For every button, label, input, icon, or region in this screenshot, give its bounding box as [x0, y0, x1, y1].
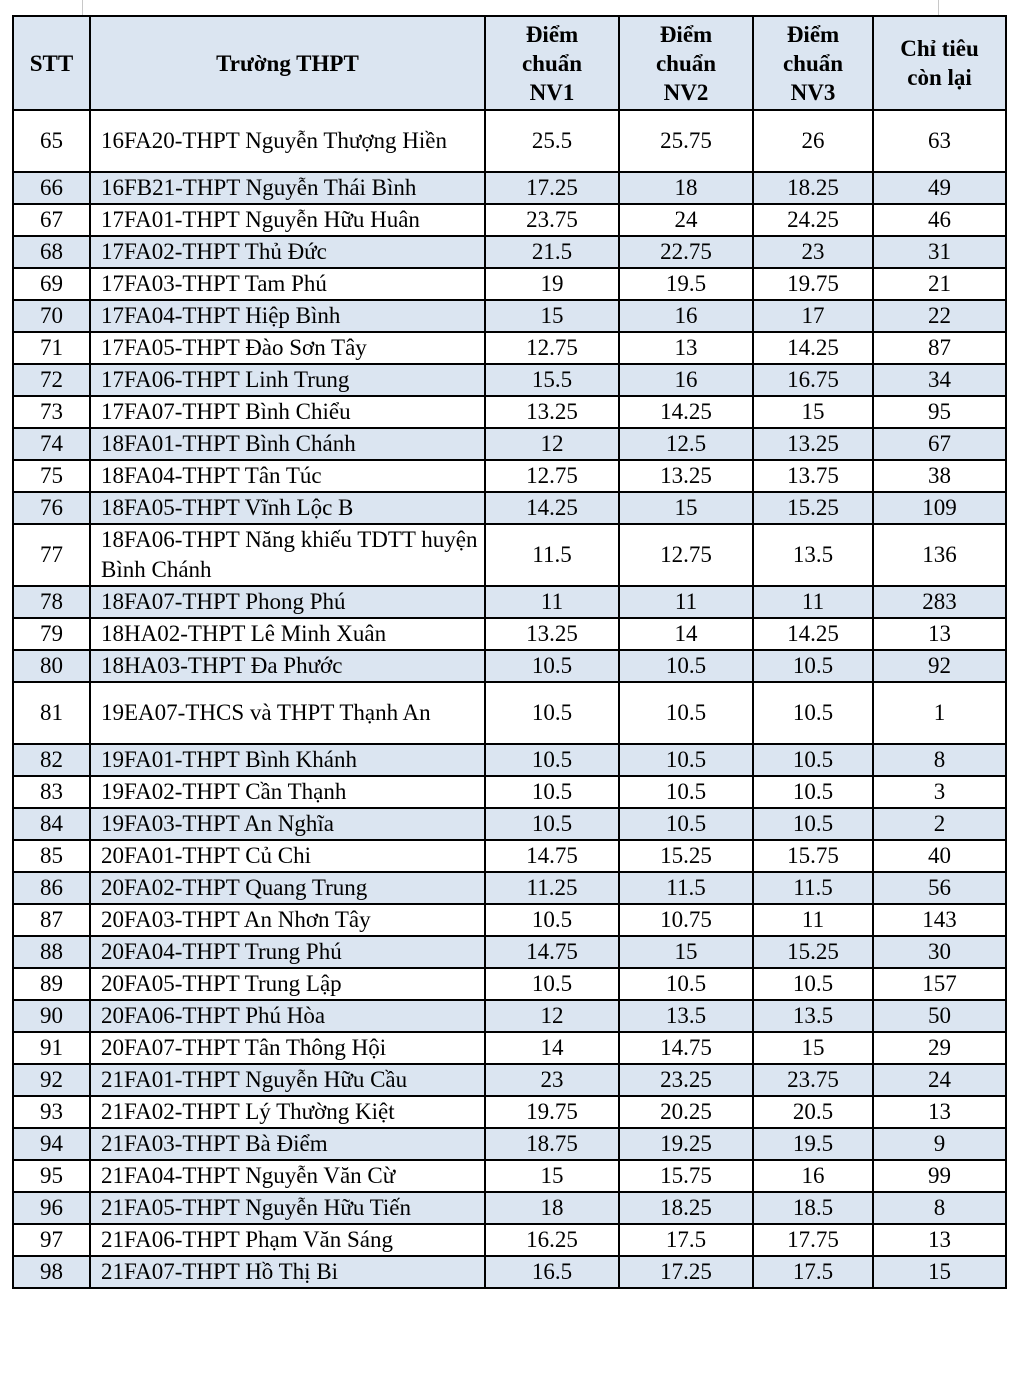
- cell-stt: 86: [13, 872, 90, 904]
- cell-nv2: 10.5: [619, 808, 753, 840]
- cell-nv1: 25.5: [485, 110, 619, 172]
- cell-school: 17FA03-THPT Tam Phú: [90, 268, 485, 300]
- cell-quota: 21: [873, 268, 1006, 300]
- cell-school: 19FA01-THPT Bình Khánh: [90, 744, 485, 776]
- table-row: [13, 1032, 1006, 1064]
- cell-stt: 97: [13, 1224, 90, 1256]
- cell-nv3: 11: [753, 586, 873, 618]
- cell-school: 18FA01-THPT Bình Chánh: [90, 428, 485, 460]
- table-row: [13, 1096, 1006, 1128]
- table-row: [13, 268, 1006, 300]
- header-quota: Chỉ tiêu còn lại: [873, 16, 1006, 110]
- cell-nv2: 25.75: [619, 110, 753, 172]
- table-row: [13, 236, 1006, 268]
- cell-nv3: 14.25: [753, 618, 873, 650]
- cell-quota: 29: [873, 1032, 1006, 1064]
- cell-quota: 283: [873, 586, 1006, 618]
- cell-nv1: 18.75: [485, 1128, 619, 1160]
- cell-nv1: 23.75: [485, 204, 619, 236]
- cell-stt: 91: [13, 1032, 90, 1064]
- cell-quota: 24: [873, 1064, 1006, 1096]
- cell-stt: 85: [13, 840, 90, 872]
- cell-nv1: 15.5: [485, 364, 619, 396]
- page-margin-line-left: [82, 0, 83, 16]
- cell-school: 17FA05-THPT Đào Sơn Tây: [90, 332, 485, 364]
- cell-nv2: 12.5: [619, 428, 753, 460]
- cell-nv3: 15: [753, 1032, 873, 1064]
- cell-stt: 76: [13, 492, 90, 524]
- cell-stt: 89: [13, 968, 90, 1000]
- cell-nv1: 16.25: [485, 1224, 619, 1256]
- cell-nv3: 24.25: [753, 204, 873, 236]
- table-row: [13, 1192, 1006, 1224]
- cell-school: 21FA07-THPT Hồ Thị Bi: [90, 1256, 485, 1288]
- cell-nv3: 18.25: [753, 172, 873, 204]
- cell-nv3: 18.5: [753, 1192, 873, 1224]
- cell-nv3: 19.5: [753, 1128, 873, 1160]
- cell-quota: 15: [873, 1256, 1006, 1288]
- cell-nv2: 17.25: [619, 1256, 753, 1288]
- table-row: [13, 204, 1006, 236]
- cell-school: 18HA02-THPT Lê Minh Xuân: [90, 618, 485, 650]
- cell-quota: 38: [873, 460, 1006, 492]
- cell-stt: 81: [13, 682, 90, 744]
- cell-quota: 30: [873, 936, 1006, 968]
- cell-school: 17FA04-THPT Hiệp Bình: [90, 300, 485, 332]
- table-row: [13, 840, 1006, 872]
- cell-stt: 87: [13, 904, 90, 936]
- cell-nv3: 17.75: [753, 1224, 873, 1256]
- cell-stt: 67: [13, 204, 90, 236]
- cell-school: 19FA03-THPT An Nghĩa: [90, 808, 485, 840]
- cell-school: 20FA03-THPT An Nhơn Tây: [90, 904, 485, 936]
- cell-school: 21FA05-THPT Nguyễn Hữu Tiến: [90, 1192, 485, 1224]
- cell-nv2: 13.5: [619, 1000, 753, 1032]
- table-body: [13, 110, 1006, 1288]
- cell-nv1: 10.5: [485, 744, 619, 776]
- cell-stt: 95: [13, 1160, 90, 1192]
- cell-nv2: 19.25: [619, 1128, 753, 1160]
- cell-school: 21FA01-THPT Nguyễn Hữu Cầu: [90, 1064, 485, 1096]
- cell-nv2: 13: [619, 332, 753, 364]
- table-row: [13, 744, 1006, 776]
- cell-nv3: 15.25: [753, 936, 873, 968]
- cell-nv2: 17.5: [619, 1224, 753, 1256]
- cell-nv1: 18: [485, 1192, 619, 1224]
- cell-stt: 79: [13, 618, 90, 650]
- cell-nv1: 12.75: [485, 332, 619, 364]
- cell-nv3: 20.5: [753, 1096, 873, 1128]
- cell-stt: 68: [13, 236, 90, 268]
- cell-quota: 8: [873, 1192, 1006, 1224]
- cell-nv1: 12.75: [485, 460, 619, 492]
- cell-nv2: 11.5: [619, 872, 753, 904]
- cell-nv1: 23: [485, 1064, 619, 1096]
- cell-nv1: 10.5: [485, 808, 619, 840]
- cell-school: 18FA06-THPT Năng khiếu TDTT huyện Bình Chánh: [90, 524, 485, 586]
- cell-school: 16FB21-THPT Nguyễn Thái Bình: [90, 172, 485, 204]
- cell-nv1: 15: [485, 1160, 619, 1192]
- cell-nv2: 24: [619, 204, 753, 236]
- cell-nv2: 10.5: [619, 682, 753, 744]
- cell-school: 20FA05-THPT Trung Lập: [90, 968, 485, 1000]
- cell-nv3: 10.5: [753, 650, 873, 682]
- cell-nv1: 13.25: [485, 396, 619, 428]
- cell-nv3: 26: [753, 110, 873, 172]
- cell-stt: 80: [13, 650, 90, 682]
- table-row: [13, 172, 1006, 204]
- cell-quota: 40: [873, 840, 1006, 872]
- cell-nv1: 12: [485, 428, 619, 460]
- cell-quota: 49: [873, 172, 1006, 204]
- cell-nv2: 19.5: [619, 268, 753, 300]
- cell-quota: 46: [873, 204, 1006, 236]
- cell-school: 16FA20-THPT Nguyễn Thượng Hiền: [90, 110, 485, 172]
- cell-stt: 94: [13, 1128, 90, 1160]
- cell-school: 20FA02-THPT Quang Trung: [90, 872, 485, 904]
- cell-school: 18HA03-THPT Đa Phước: [90, 650, 485, 682]
- cell-nv1: 15: [485, 300, 619, 332]
- cell-nv1: 11.25: [485, 872, 619, 904]
- header-nv1: Điểm chuẩn NV1: [485, 16, 619, 110]
- cell-quota: 63: [873, 110, 1006, 172]
- cell-nv1: 14.75: [485, 840, 619, 872]
- cell-stt: 70: [13, 300, 90, 332]
- cell-nv1: 14.25: [485, 492, 619, 524]
- cell-nv1: 16.5: [485, 1256, 619, 1288]
- cell-school: 18FA04-THPT Tân Túc: [90, 460, 485, 492]
- table-row: [13, 332, 1006, 364]
- cell-nv1: 10.5: [485, 904, 619, 936]
- cell-school: 19FA02-THPT Cần Thạnh: [90, 776, 485, 808]
- cell-nv1: 10.5: [485, 682, 619, 744]
- cell-nv1: 11.5: [485, 524, 619, 586]
- cell-school: 18FA05-THPT Vĩnh Lộc B: [90, 492, 485, 524]
- cell-stt: 84: [13, 808, 90, 840]
- cell-nv2: 10.5: [619, 744, 753, 776]
- cell-stt: 78: [13, 586, 90, 618]
- cell-stt: 66: [13, 172, 90, 204]
- cell-nv1: 19.75: [485, 1096, 619, 1128]
- table-row: [13, 1160, 1006, 1192]
- cell-nv2: 14.25: [619, 396, 753, 428]
- table-row: [13, 396, 1006, 428]
- cell-stt: 83: [13, 776, 90, 808]
- cell-school: 21FA06-THPT Phạm Văn Sáng: [90, 1224, 485, 1256]
- cell-nv1: 10.5: [485, 776, 619, 808]
- header-nv3: Điểm chuẩn NV3: [753, 16, 873, 110]
- cell-nv2: 10.75: [619, 904, 753, 936]
- cell-quota: 13: [873, 1096, 1006, 1128]
- cell-quota: 9: [873, 1128, 1006, 1160]
- cell-stt: 73: [13, 396, 90, 428]
- cell-nv2: 15.25: [619, 840, 753, 872]
- header-stt: STT: [13, 16, 90, 110]
- table-row: [13, 650, 1006, 682]
- cell-nv2: 14.75: [619, 1032, 753, 1064]
- table-row: [13, 618, 1006, 650]
- cell-stt: 98: [13, 1256, 90, 1288]
- cell-school: 19EA07-THCS và THPT Thạnh An: [90, 682, 485, 744]
- cell-nv3: 23: [753, 236, 873, 268]
- table-row: [13, 968, 1006, 1000]
- cell-nv2: 18: [619, 172, 753, 204]
- cell-school: 20FA01-THPT Củ Chi: [90, 840, 485, 872]
- admission-scores-table: [12, 15, 1007, 1289]
- cell-nv2: 12.75: [619, 524, 753, 586]
- cell-quota: 8: [873, 744, 1006, 776]
- cell-nv1: 14: [485, 1032, 619, 1064]
- table-row: [13, 110, 1006, 172]
- cell-nv2: 10.5: [619, 776, 753, 808]
- table-row: [13, 586, 1006, 618]
- cell-stt: 93: [13, 1096, 90, 1128]
- cell-quota: 13: [873, 1224, 1006, 1256]
- cell-nv2: 10.5: [619, 650, 753, 682]
- cell-nv1: 13.25: [485, 618, 619, 650]
- cell-nv1: 17.25: [485, 172, 619, 204]
- cell-nv2: 15.75: [619, 1160, 753, 1192]
- cell-stt: 72: [13, 364, 90, 396]
- table-row: [13, 1128, 1006, 1160]
- cell-nv3: 15: [753, 396, 873, 428]
- cell-quota: 92: [873, 650, 1006, 682]
- cell-nv1: 14.75: [485, 936, 619, 968]
- cell-nv3: 14.25: [753, 332, 873, 364]
- cell-nv2: 15: [619, 492, 753, 524]
- cell-nv2: 11: [619, 586, 753, 618]
- cell-nv2: 13.25: [619, 460, 753, 492]
- cell-nv3: 17.5: [753, 1256, 873, 1288]
- table-row: [13, 364, 1006, 396]
- cell-school: 20FA07-THPT Tân Thông Hội: [90, 1032, 485, 1064]
- cell-school: 21FA03-THPT Bà Điểm: [90, 1128, 485, 1160]
- cell-stt: 82: [13, 744, 90, 776]
- cell-nv3: 10.5: [753, 968, 873, 1000]
- cell-school: 20FA06-THPT Phú Hòa: [90, 1000, 485, 1032]
- cell-nv3: 10.5: [753, 744, 873, 776]
- cell-stt: 92: [13, 1064, 90, 1096]
- cell-nv1: 12: [485, 1000, 619, 1032]
- table-row: [13, 1000, 1006, 1032]
- table-row: [13, 524, 1006, 586]
- cell-quota: 143: [873, 904, 1006, 936]
- cell-nv2: 16: [619, 364, 753, 396]
- cell-nv2: 15: [619, 936, 753, 968]
- table-row: [13, 460, 1006, 492]
- cell-nv3: 19.75: [753, 268, 873, 300]
- cell-nv3: 15.75: [753, 840, 873, 872]
- cell-nv2: 16: [619, 300, 753, 332]
- cell-quota: 34: [873, 364, 1006, 396]
- cell-nv3: 15.25: [753, 492, 873, 524]
- cell-stt: 71: [13, 332, 90, 364]
- table-header-row: [13, 16, 1006, 110]
- cell-nv2: 23.25: [619, 1064, 753, 1096]
- cell-quota: 22: [873, 300, 1006, 332]
- cell-nv2: 20.25: [619, 1096, 753, 1128]
- cell-nv2: 22.75: [619, 236, 753, 268]
- cell-quota: 136: [873, 524, 1006, 586]
- cell-nv1: 19: [485, 268, 619, 300]
- table-row: [13, 1256, 1006, 1288]
- cell-quota: 1: [873, 682, 1006, 744]
- table-row: [13, 808, 1006, 840]
- cell-nv1: 10.5: [485, 650, 619, 682]
- cell-stt: 96: [13, 1192, 90, 1224]
- cell-quota: 3: [873, 776, 1006, 808]
- cell-nv2: 14: [619, 618, 753, 650]
- admission-scores-table-container: [12, 15, 1005, 1289]
- cell-nv3: 11: [753, 904, 873, 936]
- table-row: [13, 682, 1006, 744]
- table-row: [13, 1224, 1006, 1256]
- cell-quota: 2: [873, 808, 1006, 840]
- cell-nv3: 13.5: [753, 524, 873, 586]
- cell-nv3: 10.5: [753, 808, 873, 840]
- cell-nv3: 16.75: [753, 364, 873, 396]
- cell-quota: 13: [873, 618, 1006, 650]
- cell-nv3: 13.5: [753, 1000, 873, 1032]
- cell-stt: 90: [13, 1000, 90, 1032]
- cell-quota: 87: [873, 332, 1006, 364]
- cell-school: 17FA01-THPT Nguyễn Hữu Huân: [90, 204, 485, 236]
- cell-nv1: 21.5: [485, 236, 619, 268]
- cell-nv3: 23.75: [753, 1064, 873, 1096]
- cell-quota: 99: [873, 1160, 1006, 1192]
- table-row: [13, 492, 1006, 524]
- cell-school: 17FA06-THPT Linh Trung: [90, 364, 485, 396]
- cell-quota: 56: [873, 872, 1006, 904]
- cell-school: 21FA02-THPT Lý Thường Kiệt: [90, 1096, 485, 1128]
- page-margin-line-right: [938, 0, 939, 16]
- cell-quota: 109: [873, 492, 1006, 524]
- table-row: [13, 904, 1006, 936]
- table-row: [13, 872, 1006, 904]
- table-row: [13, 776, 1006, 808]
- cell-nv3: 10.5: [753, 776, 873, 808]
- cell-stt: 77: [13, 524, 90, 586]
- cell-stt: 74: [13, 428, 90, 460]
- cell-nv2: 18.25: [619, 1192, 753, 1224]
- cell-nv3: 13.75: [753, 460, 873, 492]
- table-row: [13, 936, 1006, 968]
- cell-nv3: 16: [753, 1160, 873, 1192]
- cell-nv1: 10.5: [485, 968, 619, 1000]
- cell-stt: 75: [13, 460, 90, 492]
- table-row: [13, 300, 1006, 332]
- cell-stt: 65: [13, 110, 90, 172]
- header-nv2: Điểm chuẩn NV2: [619, 16, 753, 110]
- cell-quota: 50: [873, 1000, 1006, 1032]
- header-school: Trường THPT: [90, 16, 485, 110]
- cell-school: 21FA04-THPT Nguyễn Văn Cừ: [90, 1160, 485, 1192]
- table-row: [13, 1064, 1006, 1096]
- cell-nv1: 11: [485, 586, 619, 618]
- cell-nv3: 17: [753, 300, 873, 332]
- cell-quota: 31: [873, 236, 1006, 268]
- cell-quota: 67: [873, 428, 1006, 460]
- cell-nv2: 10.5: [619, 968, 753, 1000]
- cell-school: 17FA07-THPT Bình Chiểu: [90, 396, 485, 428]
- table-row: [13, 428, 1006, 460]
- cell-nv3: 11.5: [753, 872, 873, 904]
- cell-nv3: 13.25: [753, 428, 873, 460]
- cell-school: 17FA02-THPT Thủ Đức: [90, 236, 485, 268]
- cell-quota: 157: [873, 968, 1006, 1000]
- cell-stt: 88: [13, 936, 90, 968]
- watermark-logo: DANTRI: [14, 1330, 114, 1355]
- cell-stt: 69: [13, 268, 90, 300]
- cell-quota: 95: [873, 396, 1006, 428]
- cell-school: 18FA07-THPT Phong Phú: [90, 586, 485, 618]
- cell-nv3: 10.5: [753, 682, 873, 744]
- cell-school: 20FA04-THPT Trung Phú: [90, 936, 485, 968]
